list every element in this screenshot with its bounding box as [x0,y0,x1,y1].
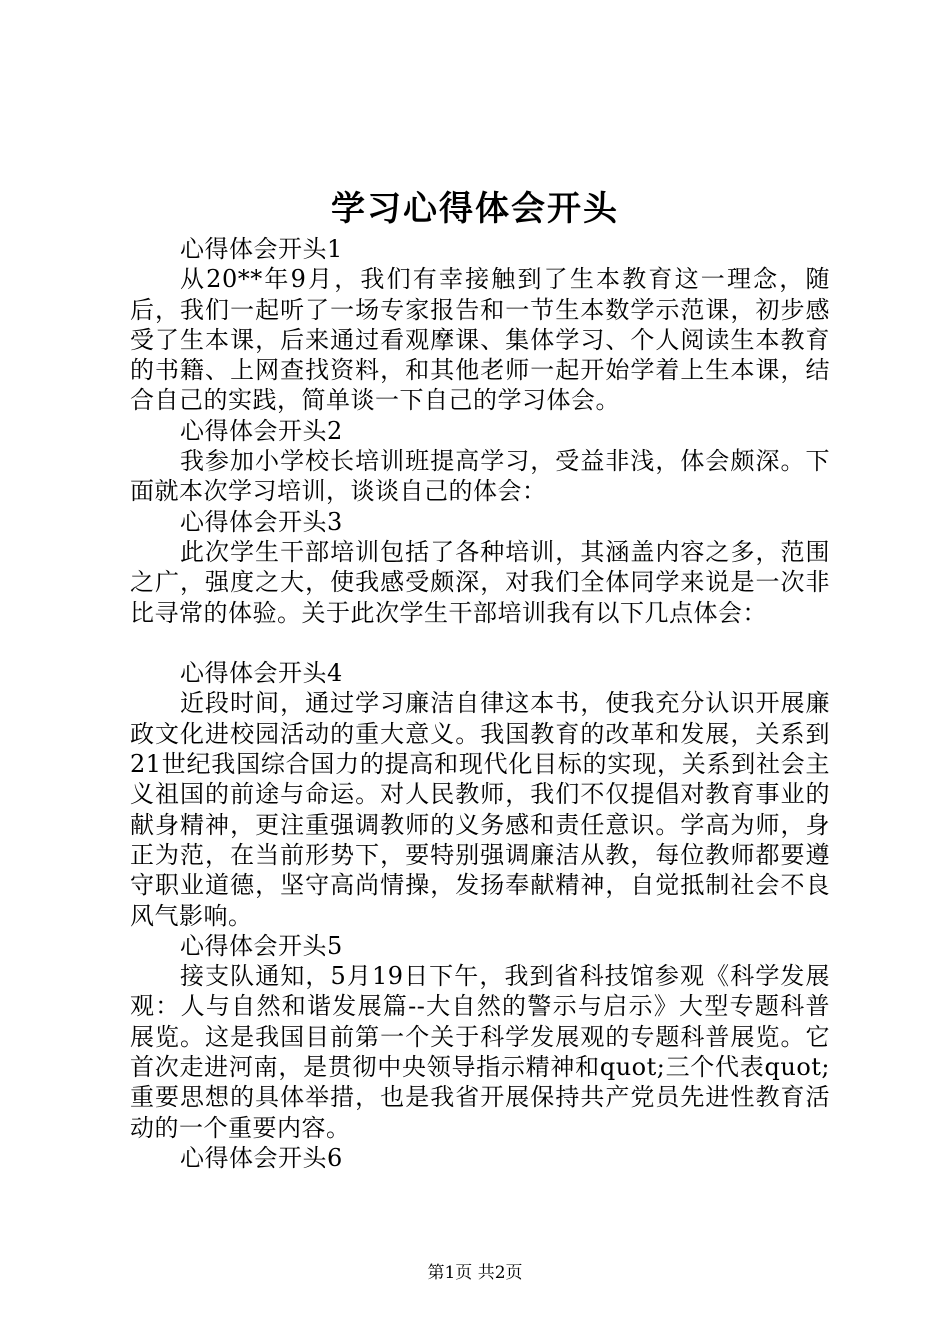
paragraph-heading-4: 心得体会开头4 [180,659,343,688]
paragraph-body-4: 近段时间，通过学习廉洁自律这本书，使我充分认识开展廉政文化进校园活动的重大意义。我国教育的改革和发展，关系到21世纪我国综合国力的提高和现代化目标的实现，关系到社会主义祖国的前途与命运。对人民教师，我们不仅提倡对教育事业的献身精神，更注重强调教师的义务感和责任意识。学高为师，身正为范，在当前形势下，要特别强调廉洁从教，每位教师都要遵守职业道德，坚守高尚情操，发扬奉献精神，自觉抵制社会不良风气影响。 [130,689,830,930]
paragraph-heading-1: 心得体会开头1 [180,235,343,263]
paragraph-heading-2: 心得体会开头2 [180,416,343,445]
paragraph-body-1: 从20**年9月，我们有幸接触到了生本教育这一理念，随后，我们一起听了一场专家报告和一节生本数学示范课，初步感受了生本课，后来通过看观摩课、集体学习、个人阅读生本教育的书籍、上网查找资料，和其他老师一起开始学着上生本课，结合自己的实践，简单谈一下自己的学习体会。 [130,265,830,415]
paragraph-body-2: 我参加小学校长培训班提高学习，受益非浅，体会颇深。下面就本次学习培训，谈谈自己的体会： [130,447,830,506]
paragraph-heading-5: 心得体会开头5 [180,931,343,960]
page-number-footer: 第1页 共2页 [427,1263,523,1283]
paragraph-heading-3: 心得体会开头3 [180,507,343,536]
paragraph-body-5: 接支队通知，5月19日下午，我到省科技馆参观《科学发展观：人与自然和谐发展篇--大自然的警示与启示》大型专题科普展览。这是我国目前第一个关于科学发展观的专题科普展览。它首次走进河南，是贯彻中央领导指示精神和quot;三个代表quot;重要思想的具体举措，也是我省开展保持共产党员先进性教育活动的一个重要内容。 [130,962,830,1142]
document-title: 学习心得体会开头 [331,189,619,229]
blank-line [130,628,830,658]
paragraph-heading-6: 心得体会开头6 [180,1143,343,1172]
paragraph-body-3: 此次学生干部培训包括了各种培训，其涵盖内容之多，范围之广，强度之大，使我感受颇深，对我们全体同学来说是一次非比寻常的体验。关于此次学生干部培训我有以下几点体会： [130,537,830,627]
document-body [130,234,830,1173]
